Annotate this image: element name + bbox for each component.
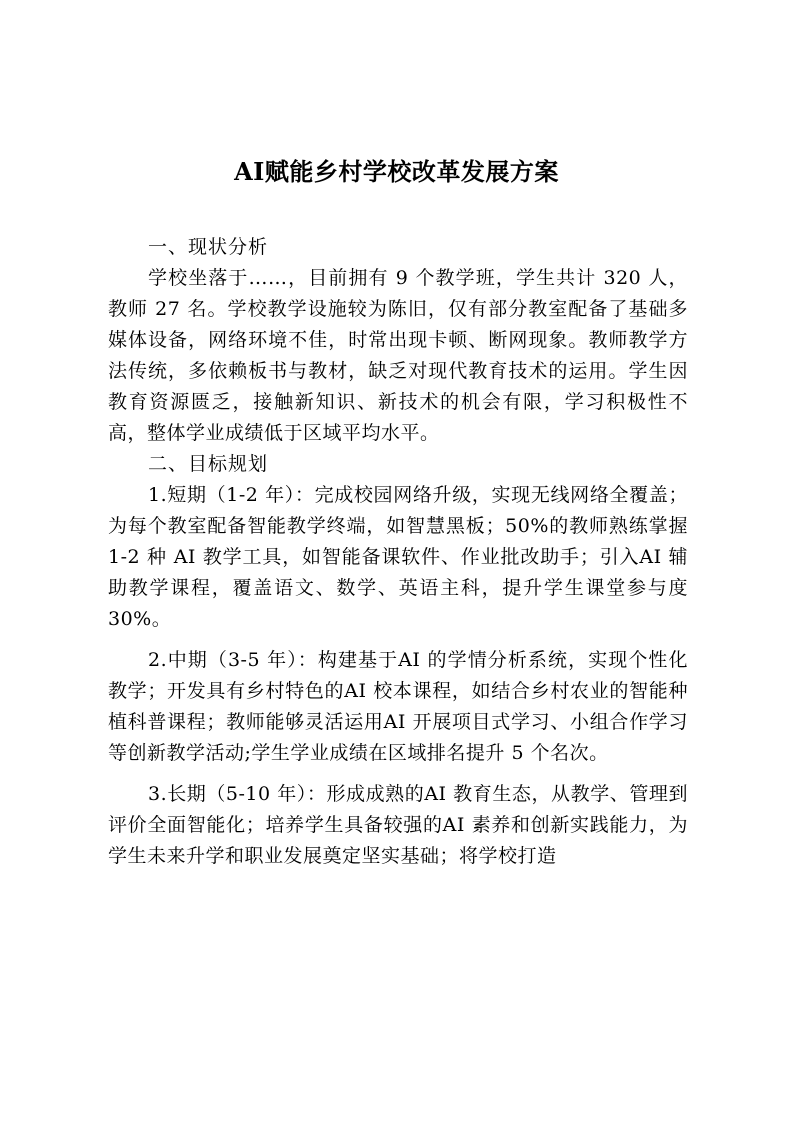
document-title: AI赋能乡村学校改革发展方案 [234,157,559,186]
section-heading-status-analysis: 一、现状分析 [148,236,269,258]
goal-item-short-term: 1.短期（1-2 年）：完成校园网络升级，实现无线网络全覆盖；为每个教室配备智能教学终端，如智慧黑板；50%的教师熟练掌握1-2 种 AI 教学工具，如智能备课软件、作业批改助手；引入AI 辅助教学课程，覆盖语文、数学、英语主科，提升学生课堂参与度 30%。 [108,484,688,630]
section-heading-goal-planning: 二、目标规划 [148,453,269,475]
goal-item-mid-term: 2.中期（3-5 年）：构建基于AI 的学情分析系统，实现个性化教学；开发具有乡村特色的AI 校本课程，如结合乡村农业的智能种植科普课程；教师能够灵活运用AI 开展项目式学习、小组合作学习等创新教学活动;学生学业成绩在区域排名提升 5 个名次。 [108,649,688,764]
goal-item-long-term: 3.长期（5-10 年）：形成成熟的AI 教育生态，从教学、管理到评价全面智能化；培养学生具备较强的AI 素养和创新实践能力，为学生未来升学和职业发展奠定坚实基础；将学校打造 [108,783,688,867]
status-analysis-paragraph: 学校坐落于……，目前拥有 9 个教学班，学生共计 320 人，教师 27 名。学校教学设施较为陈旧，仅有部分教室配备了基础多媒体设备，网络环境不佳，时常出现卡顿、断网现象。教师教学方法传统，多依赖板书与教材，缺乏对现代教育技术的运用。学生因教育资源匮乏，接触新知识、新技术的机会有限，学习积极性不高，整体学业成绩低于区域平均水平。 [108,267,688,444]
document-body [108,232,688,872]
